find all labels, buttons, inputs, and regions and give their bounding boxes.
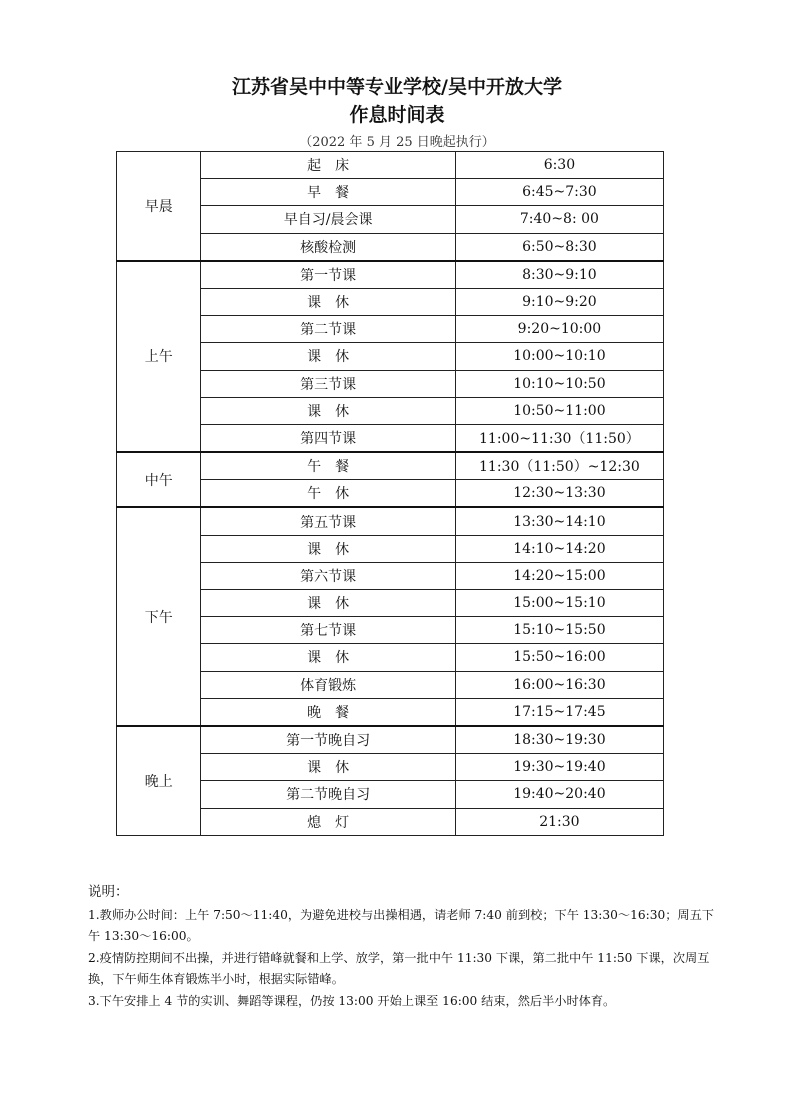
note-item: 2.疫情防控期间不出操，并进行错峰就餐和上学、放学，第一批中午 11:30 下课，第二批中午 11:50 下课，次周互换，下午师生体育锻炼半小时，根据实际错峰。 xyxy=(88,950,710,986)
notes-heading: 说明： xyxy=(88,884,129,900)
schedule-row xyxy=(117,261,664,289)
time-cell: 14:10~14:20 xyxy=(455,535,663,562)
activity-cell: 第一节晚自习 xyxy=(201,726,455,754)
time-cell: 21:30 xyxy=(455,808,663,835)
time-cell: 15:10~15:50 xyxy=(455,617,663,644)
activity-cell: 课 休 xyxy=(201,590,455,617)
time-cell: 9:20~10:00 xyxy=(455,316,663,343)
notes-section xyxy=(88,882,714,1012)
schedule-table-body xyxy=(117,152,664,836)
time-cell: 10:00~10:10 xyxy=(455,343,663,370)
activity-cell: 体育锻炼 xyxy=(201,671,455,698)
activity-cell: 第二节晚自习 xyxy=(201,781,455,808)
activity-cell: 第一节课 xyxy=(201,261,455,289)
period-cell: 下午 xyxy=(117,507,201,726)
activity-cell: 早自习/晨会课 xyxy=(201,206,455,233)
time-cell: 8:30~9:10 xyxy=(455,261,663,289)
time-cell: 6:45~7:30 xyxy=(455,179,663,206)
time-cell: 7:40~8: 00 xyxy=(455,206,663,233)
period-cell: 晚上 xyxy=(117,726,201,835)
schedule-row xyxy=(117,452,664,480)
document-title: 江苏省吴中中等专业学校/吴中开放大学 xyxy=(232,76,562,98)
activity-cell: 午 休 xyxy=(201,480,455,508)
time-cell: 10:10~10:50 xyxy=(455,370,663,397)
time-cell: 11:30（11:50）~12:30 xyxy=(455,452,663,480)
time-cell: 10:50~11:00 xyxy=(455,397,663,424)
activity-cell: 课 休 xyxy=(201,397,455,424)
activity-cell: 课 休 xyxy=(201,535,455,562)
time-cell: 14:20~15:00 xyxy=(455,562,663,589)
note-item: 3.下午安排上 4 节的实训、舞蹈等课程，仍按 13:00 开始上课至 16:00 结束，然后半小时体育。 xyxy=(88,993,616,1008)
time-cell: 12:30~13:30 xyxy=(455,480,663,508)
activity-cell: 核酸检测 xyxy=(201,233,455,261)
activity-cell: 午 餐 xyxy=(201,452,455,480)
activity-cell: 第七节课 xyxy=(201,617,455,644)
time-cell: 15:00~15:10 xyxy=(455,590,663,617)
activity-cell: 课 休 xyxy=(201,343,455,370)
time-cell: 18:30~19:30 xyxy=(455,726,663,754)
activity-cell: 课 休 xyxy=(201,288,455,315)
activity-cell: 起 床 xyxy=(201,152,455,179)
activity-cell: 第二节课 xyxy=(201,316,455,343)
note-item: 1.教师办公时间：上午 7:50～11:40，为避免进校与出操相遇，请老师 7:40 前到校；下午 13:30～16:30；周五下午 13:30～16:00。 xyxy=(88,907,714,943)
time-cell: 9:10~9:20 xyxy=(455,288,663,315)
activity-cell: 早 餐 xyxy=(201,179,455,206)
time-cell: 6:30 xyxy=(455,152,663,179)
time-cell: 13:30~14:10 xyxy=(455,507,663,535)
activity-cell: 熄 灯 xyxy=(201,808,455,835)
activity-cell: 晚 餐 xyxy=(201,698,455,726)
period-cell: 早晨 xyxy=(117,152,201,261)
activity-cell: 第五节课 xyxy=(201,507,455,535)
time-cell: 6:50~8:30 xyxy=(455,233,663,261)
time-cell: 15:50~16:00 xyxy=(455,644,663,671)
time-cell: 19:30~19:40 xyxy=(455,754,663,781)
activity-cell: 课 休 xyxy=(201,644,455,671)
time-cell: 16:00~16:30 xyxy=(455,671,663,698)
schedule-table xyxy=(116,151,664,836)
activity-cell: 课 休 xyxy=(201,754,455,781)
schedule-row xyxy=(117,726,664,754)
period-cell: 中午 xyxy=(117,452,201,507)
time-cell: 11:00~11:30（11:50） xyxy=(455,424,663,452)
activity-cell: 第三节课 xyxy=(201,370,455,397)
document-subtitle-heading: 作息时间表 xyxy=(349,104,445,126)
period-cell: 上午 xyxy=(117,261,201,452)
activity-cell: 第四节课 xyxy=(201,424,455,452)
effective-date-note: （2022 年 5 月 25 日晚起执行） xyxy=(299,135,495,150)
schedule-row xyxy=(117,507,664,535)
time-cell: 19:40~20:40 xyxy=(455,781,663,808)
schedule-row xyxy=(117,152,664,179)
time-cell: 17:15~17:45 xyxy=(455,698,663,726)
activity-cell: 第六节课 xyxy=(201,562,455,589)
